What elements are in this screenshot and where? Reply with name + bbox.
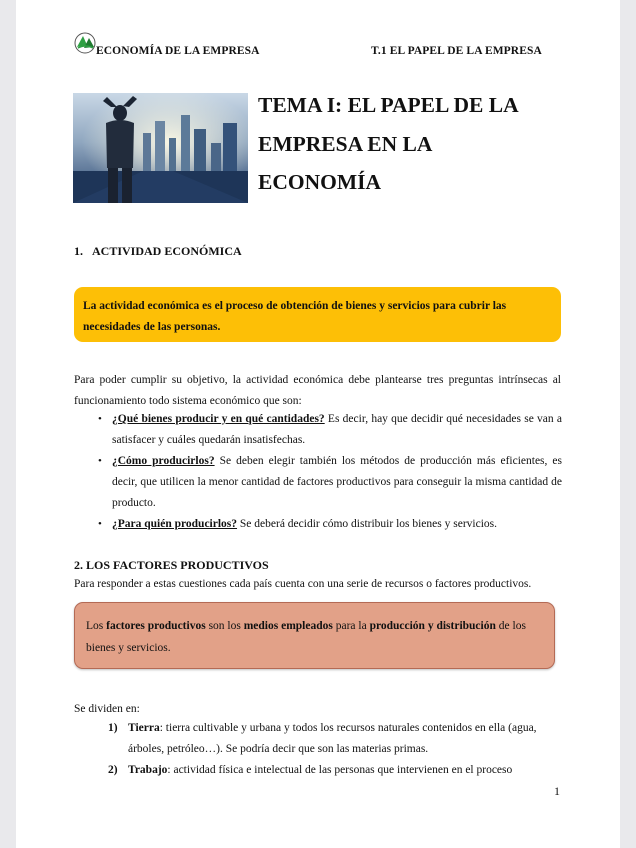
factor-term: Tierra xyxy=(128,722,160,734)
list-item xyxy=(98,451,563,514)
item-number: 2) xyxy=(108,764,118,776)
title-line-1: TEMA I: EL PAPEL DE LA xyxy=(258,93,519,117)
list-item xyxy=(108,718,561,760)
question-what: ¿Qué bienes producir y en qué cantidades? xyxy=(112,413,325,425)
question-whom-text: Se deberá decidir cómo distribuir los bienes y servicios. xyxy=(237,518,497,530)
title-line-3: ECONOMÍA xyxy=(258,170,382,194)
list-item xyxy=(98,409,563,451)
businessman-city-image xyxy=(73,93,248,203)
factor-text: : actividad física e intelectual de las personas que intervienen en el proceso xyxy=(167,764,513,776)
section-1-intro: Para poder cumplir su objetivo, la actividad económica debe plantearse tres preguntas intrínsecas al funcionamiento todo sistema económico que son: xyxy=(74,374,561,407)
callout-text: son los xyxy=(205,620,244,632)
list-item xyxy=(98,514,562,535)
factors-list xyxy=(108,718,561,781)
question-how: ¿Cómo producirlos? xyxy=(112,455,215,467)
callout-text: de los bienes y servicios. xyxy=(86,620,526,654)
factors-callout xyxy=(74,602,555,669)
section-2-heading: 2. LOS FACTORES PRODUCTIVOS xyxy=(74,558,269,572)
header-subject: ECONOMÍA DE LA EMPRESA xyxy=(96,45,260,57)
section-2-intro: Para responder a estas cuestiones cada país cuenta con una serie de recursos o factores productivos. xyxy=(74,578,532,590)
question-what-text: Es decir, hay que decidir qué necesidades se van a satisfacer y cuáles quedarán insatisfechas. xyxy=(112,413,563,446)
title-line-2: EMPRESA EN LA xyxy=(258,131,433,156)
bullet-icon: • xyxy=(98,413,102,425)
section-1-number: 1. xyxy=(74,244,83,258)
question-how-text: Se deben elegir también los métodos de producción más eficientes, es decir, que utilicen la menor cantidad de factores productivos para conseguir la misma cantidad de producto. xyxy=(112,455,563,509)
callout-text: Los xyxy=(86,620,107,632)
section-1-heading: ACTIVIDAD ECONÓMICA xyxy=(92,244,242,258)
factor-text: : tierra cultivable y urbana y todos los recursos naturales contenidos en ella (agua, árboles, petróleo…). Se podría decir que son las materias primas. xyxy=(128,722,537,755)
document-page xyxy=(16,0,620,848)
callout-bold: producción y distribución xyxy=(369,620,496,632)
questions-list xyxy=(98,409,563,535)
definition-callout: La actividad económica es el proceso de obtención de bienes y servicios para cubrir las necesidades de las personas. xyxy=(74,287,561,342)
question-whom: ¿Para quién producirlos? xyxy=(112,518,238,530)
bullet-icon: • xyxy=(98,518,102,530)
factor-term: Trabajo xyxy=(128,764,168,776)
callout-text: para la xyxy=(332,620,370,632)
callout-bold: factores productivos xyxy=(106,620,206,632)
header-topic: T.1 EL PAPEL DE LA EMPRESA xyxy=(371,45,542,57)
divide-label: Se dividen en: xyxy=(74,703,140,715)
page-number: 1 xyxy=(554,784,560,798)
callout-bold: medios empleados xyxy=(243,620,333,632)
page-title xyxy=(258,86,598,202)
item-number: 1) xyxy=(108,722,118,734)
list-item xyxy=(108,760,561,781)
bullet-icon: • xyxy=(98,455,102,467)
logo-icon xyxy=(74,32,96,54)
